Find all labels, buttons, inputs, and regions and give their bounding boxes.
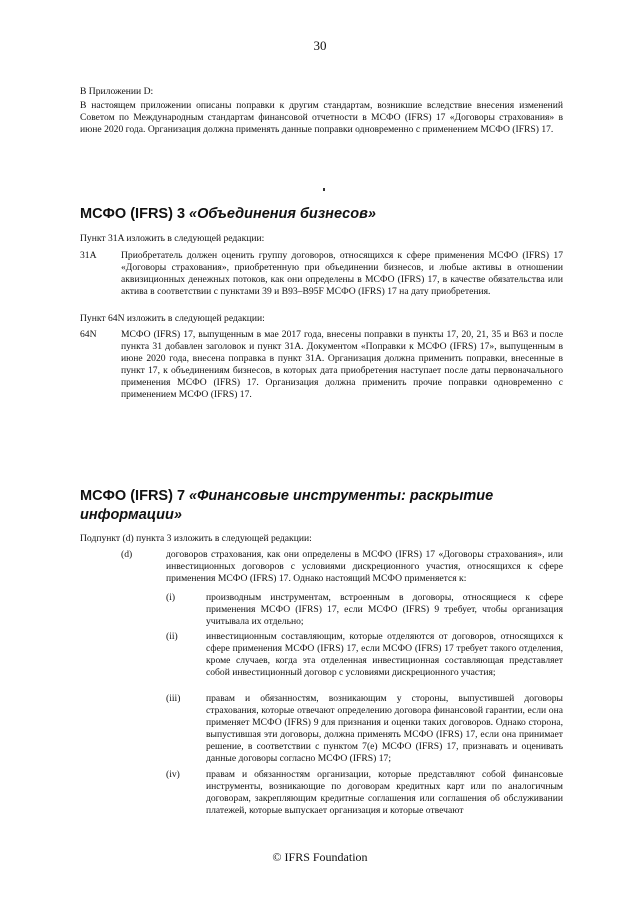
list-item-label: (iv): [166, 769, 180, 780]
section-heading-ifrs7: [80, 487, 563, 525]
paragraph-number-31a: 31A: [80, 250, 97, 261]
list-item-label: (i): [166, 592, 176, 603]
paragraph-number-64n: 64N: [80, 329, 97, 340]
subparagraph-label-d: (d): [121, 549, 133, 560]
stray-mark: [323, 188, 325, 191]
list-item-text: правам и обязанностям организации, которые представляют собой финансовые инструменты, возникающие по договорам кредитных карт или по аналогичным договорам, закрепляющим кредитные соглашения или соглашения об обслуживании платежей, которые выпускает организация и которые отвечают: [206, 769, 563, 816]
section-heading-ifrs3: [80, 205, 563, 224]
appendix-text: В настоящем приложении описаны поправки к другим стандартам, возникшие вследствие внесения изменений Советом по Международным стандартам финансовой отчетности в МСФО (IFRS) 17 «Договоры страхования» в июне 2020 года. Организация должна применять данные поправки одновременно с применением МСФО (IFRS) 17.: [80, 100, 563, 135]
paragraph-intro-31a: Пункт 31A изложить в следующей редакции:: [80, 233, 265, 244]
paragraph-intro-64n: Пункт 64N изложить в следующей редакции:: [80, 313, 265, 324]
page-number: 30: [313, 38, 327, 53]
section-heading-prefix: МСФО (IFRS) 7: [80, 488, 190, 504]
section-heading-prefix: МСФО (IFRS) 3: [80, 206, 190, 222]
paragraph-text-31a: Приобретатель должен оценить группу договоров, относящихся к сфере применения МСФО (IFRS) 17 «Договоры страхования», приобретенную при объединении бизнесов, и любые активы в отношении аквизиционных денежных потоков, как они определены в МСФО (IFRS) 17, в качестве обязательства или актива в соответствии с пунктами 39 и B93–B95F МСФО (IFRS) 17 на дату приобретения.: [121, 250, 563, 297]
list-item-text: производным инструментам, встроенным в договоры, относящиеся к сфере применения МСФО (IFRS) 17, если МСФО (IFRS) 9 требует, чтобы организация учитывала их отдельно;: [206, 592, 563, 627]
list-item-label: (iii): [166, 693, 181, 704]
list-item-text: инвестиционным составляющим, которые отделяются от договоров, относящихся к сфере применения МСФО (IFRS) 17, если МСФО (IFRS) 17 требует такого отделения, кроме случаев, когда эта отделенная инвестиционная составляющая представляет собой инвестиционный договор с условиями дискреционного участия;: [206, 631, 563, 678]
section-heading-title-line2: информации»: [80, 507, 182, 523]
section-heading-title-line1: «Финансовые инструменты: раскрытие: [189, 488, 494, 504]
subparagraph-text-d: договоров страхования, как они определены в МСФО (IFRS) 17 «Договоры страхования», или инвестиционных договоров с условиями дискреционного участия, относящихся к сфере применения МСФО (IFRS) 17. Однако настоящий МСФО применяется к:: [166, 549, 563, 584]
list-item-text: правам и обязанностям, возникающим у стороны, выпустившей договоры страхования, которые отвечают определению договора финансовой гарантии, если она применяет МСФО (IFRS) 9 для признания и оценки таких договоров. Однако сторона, выпустившая эти договоры, должна применять МСФО (IFRS) 17, если она принимает решение, в соответствии с пунктом 7(e) МСФО (IFRS) 17, признавать и оценивать данные договоры согласно МСФО (IFRS) 17;: [206, 693, 563, 764]
footer-copyright: © IFRS Foundation: [272, 850, 368, 864]
subparagraph-intro: Подпункт (d) пункта 3 изложить в следующей редакции:: [80, 533, 312, 544]
paragraph-text-64n: МСФО (IFRS) 17, выпущенным в мае 2017 года, внесены поправки в пункты 17, 20, 21, 35 и B63 и после пункта 31 добавлен заголовок и пункт 31A. Документом «Поправки к МСФО (IFRS) 17», выпущенным в июне 2020 года, внесена поправка в пункт 31A. Организация должна применить поправки, внесенные в пункт 17, к объединениям бизнесов, в которых дата приобретения наступает после даты первоначального применения МСФО (IFRS) 17. Организация должна применить прочие поправки одновременно с применением МСФО (IFRS) 17.: [121, 329, 563, 400]
list-item-label: (ii): [166, 631, 178, 642]
appendix-title: В Приложении D:: [80, 86, 154, 97]
section-heading-title: «Объединения бизнесов»: [189, 206, 376, 222]
